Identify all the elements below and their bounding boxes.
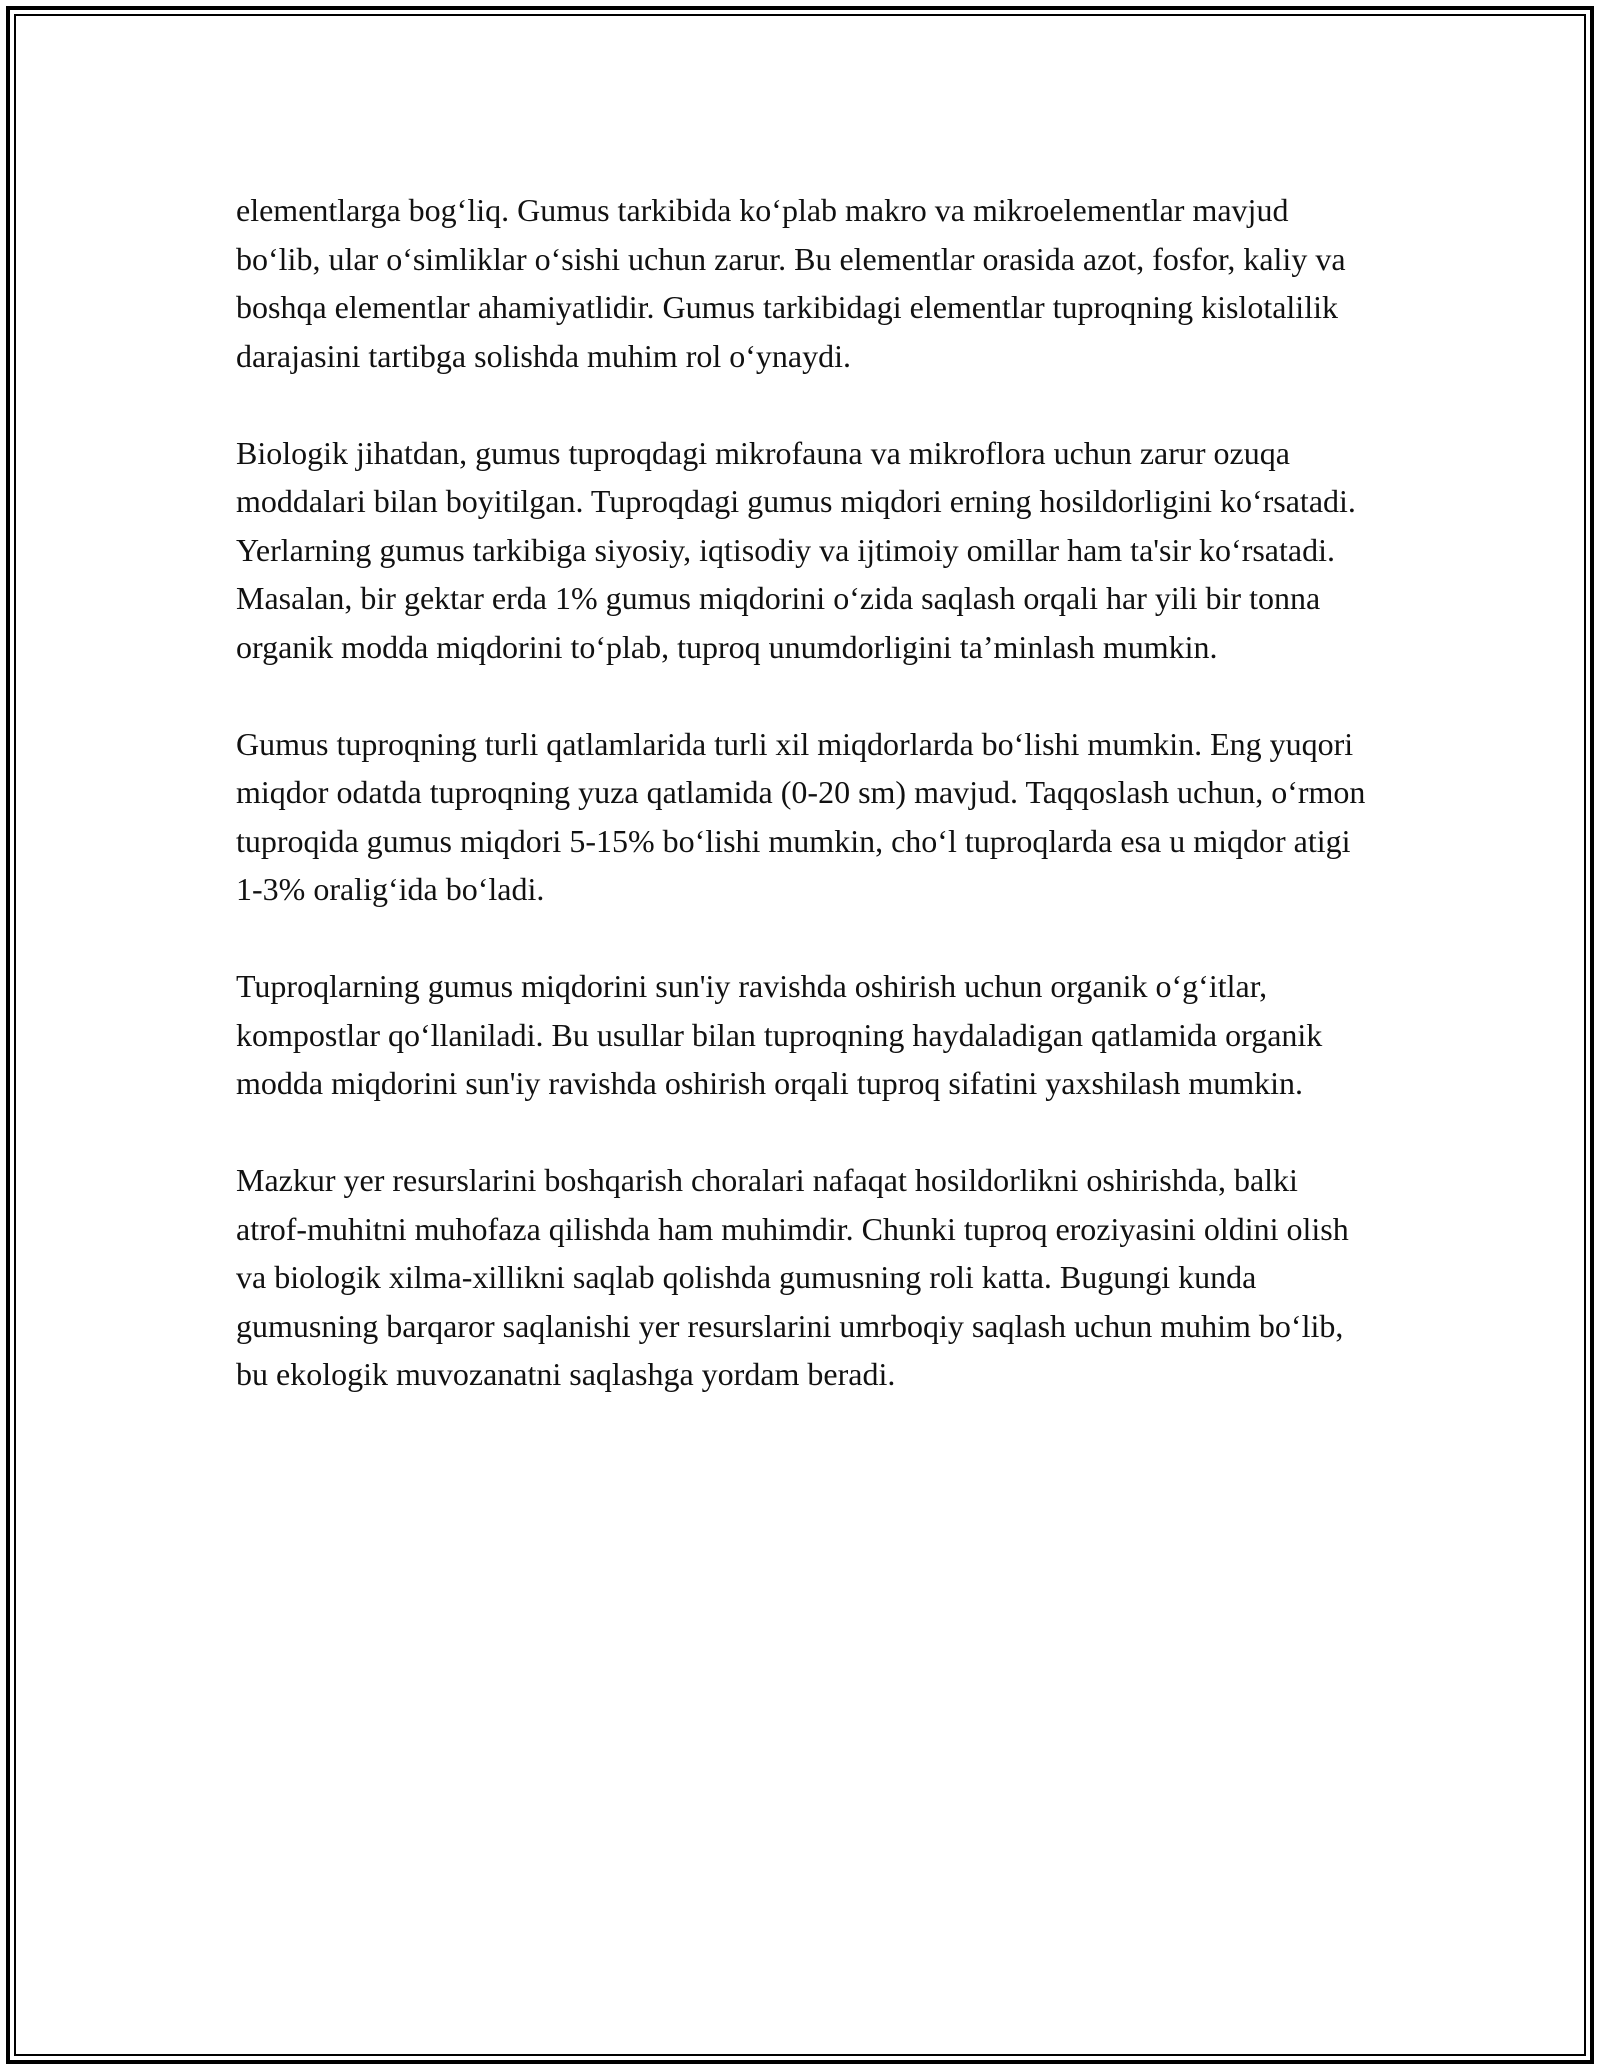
paragraph-5: Mazkur yer resurslarini boshqarish choralari nafaqat hosildorlikni oshirishda, balki atrof-muhitni muhofaza qilishda ham muhimdir. Chunki tuproq eroziyasini oldini olish va biologik xilma-xillikni saqlab qolishda gumusning roli katta. Bugungi kunda gumusning barqaror saqlanishi yer resurslarini umrboqiy saqlash uchun muhim bo‘lib, bu ekologik muvozanatni saqlashga yordam beradi. xyxy=(236,1162,1349,1392)
document-body xyxy=(236,186,1366,1447)
paragraph-3: Gumus tuproqning turli qatlamlarida turli xil miqdorlarda bo‘lishi mumkin. Eng yuqori miqdor odatda tuproqning yuza qatlamida (0-20 sm) mavjud. Taqqoslash uchun, o‘rmon tuproqida gumus miqdori 5-15% bo‘lishi mumkin, cho‘l tuproqlarda esa u miqdor atigi 1-3% oralig‘ida bo‘ladi. xyxy=(236,725,1366,907)
paragraph-1: elementlarga bog‘liq. Gumus tarkibida ko‘plab makro va mikroelementlar mavjud bo‘lib, ular o‘simliklar o‘sishi uchun zarur. Bu elementlar orasida azot, fosfor, kaliy va boshqa elementlar ahamiyatlidir. Gumus tarkibidagi elementlar tuproqning kislotalilik darajasini tartibga solishda muhim rol o‘ynaydi. xyxy=(236,192,1346,374)
paragraph-2: Biologik jihatdan, gumus tuproqdagi mikrofauna va mikroflora uchun zarur ozuqa moddalari bilan boyitilgan. Tuproqdagi gumus miqdori erning hosildorligini ko‘rsatadi. Yerlarning gumus tarkibiga siyosiy, iqtisodiy va ijtimoiy omillar ham ta'sir ko‘rsatadi. Masalan, bir gektar erda 1% gumus miqdorini o‘zida saqlash orqali har yili bir tonna organik modda miqdorini to‘plab, tuproq unumdorligini ta’minlash mumkin. xyxy=(236,434,1356,665)
paragraph-4: Tuproqlarning gumus miqdorini sun'iy ravishda oshirish uchun organik o‘g‘itlar, kompostlar qo‘llaniladi. Bu usullar bilan tuproqning haydaladigan qatlamida organik modda miqdorini sun'iy ravishda oshirish orqali tuproq sifatini yaxshilash mumkin. xyxy=(236,968,1323,1101)
